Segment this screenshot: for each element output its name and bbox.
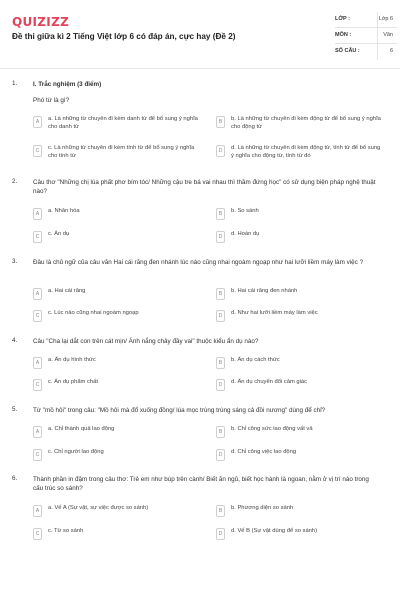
- option-b[interactable]: [216, 115, 381, 131]
- question-number: 3.: [12, 258, 18, 265]
- question-number: 6.: [12, 475, 18, 482]
- option-text: d. Là những từ chuyên đi kèm động từ, tính từ để bổ sung ý nghĩa cho động từ, tính từ đó: [231, 145, 381, 159]
- option-b[interactable]: [216, 287, 381, 300]
- option-text: c. Chỉ người lao động: [48, 449, 104, 455]
- option-letter: A: [33, 426, 42, 438]
- option-a[interactable]: [33, 287, 198, 300]
- option-letter: C: [33, 310, 42, 322]
- option-b[interactable]: [216, 425, 381, 438]
- option-text: c. Là những từ chuyên đi kèm tính từ để bổ sung ý nghĩa cho tính từ: [48, 145, 195, 159]
- option-letter: B: [216, 208, 225, 220]
- option-letter: A: [33, 505, 42, 517]
- option-letter: B: [216, 357, 225, 369]
- option-text: b. Hai cái răng đen nhánh: [231, 288, 298, 294]
- worksheet-title: Đề thi giữa kì 2 Tiếng Việt lớp 6 có đáp án, cực hay (Đề 2): [12, 32, 236, 41]
- meta-row-count: [335, 44, 397, 60]
- option-b[interactable]: [216, 356, 381, 369]
- option-d[interactable]: [216, 378, 381, 391]
- option-text: b. Chỉ công sức lao động vất vả: [231, 426, 313, 432]
- option-text: c. Ẩn dụ: [48, 231, 70, 237]
- option-letter: A: [33, 208, 42, 220]
- option-letter: D: [216, 379, 225, 391]
- option-letter: D: [216, 145, 225, 157]
- option-text: b. Ẩn dụ cách thức: [231, 357, 280, 363]
- option-d[interactable]: [216, 230, 381, 243]
- question-subtext: Phó từ là gì?: [33, 97, 70, 104]
- option-c[interactable]: [33, 527, 198, 540]
- option-letter: D: [216, 231, 225, 243]
- option-a[interactable]: [33, 504, 198, 517]
- option-letter: D: [216, 310, 225, 322]
- meta-value: Lớp 6: [378, 16, 393, 22]
- option-letter: C: [33, 449, 42, 461]
- option-text: a. Chỉ thành quả lao động: [48, 426, 115, 432]
- option-text: b. So sánh: [231, 208, 259, 214]
- option-c[interactable]: [33, 144, 198, 160]
- option-c[interactable]: [33, 230, 198, 243]
- question-text: Từ "mồ hôi" trong câu: "Mồ hôi mà đổ xuống đồng/ lúa mọc trùng trùng sáng cả đồi nương" dùng để chỉ?: [33, 407, 326, 414]
- option-c[interactable]: [33, 378, 198, 391]
- question-number: 5.: [12, 406, 18, 413]
- meta-value: 6: [389, 48, 393, 54]
- option-text: d. Ẩn dụ chuyển đổi cảm giác: [231, 379, 308, 385]
- meta-key: MÔN :: [335, 32, 352, 38]
- option-text: c. Lúc nào cũng nhai ngoàm ngoạp: [48, 310, 139, 316]
- meta-box: [335, 12, 397, 60]
- option-a[interactable]: [33, 115, 198, 131]
- header-divider: [0, 68, 400, 69]
- option-d[interactable]: [216, 527, 381, 540]
- option-b[interactable]: [216, 504, 381, 517]
- question-number: 1.: [12, 80, 18, 87]
- option-text: b. Là những từ chuyên đi kèm động từ để bổ sung ý nghĩa cho động từ: [231, 116, 381, 130]
- quizizz-logo: QUIZIZZ: [12, 15, 70, 29]
- option-text: d. Chỉ công việc lao động: [231, 449, 297, 455]
- option-text: b. Phương diện so sánh: [231, 505, 294, 511]
- option-text: d. Hoán dụ: [231, 231, 260, 237]
- option-b[interactable]: [216, 207, 381, 220]
- option-c[interactable]: [33, 448, 198, 461]
- option-d[interactable]: [216, 144, 381, 160]
- question-text: Đâu là chủ ngữ của câu văn Hai cái răng đen nhánh lúc nào cũng nhai ngoàm ngoạp như hai lưỡi liềm máy làm việc ?: [33, 259, 364, 266]
- meta-key: SỐ CÂU :: [335, 48, 360, 54]
- question-text: Thành phần in đậm trong câu thơ: Trẻ em như búp trên cành/ Biết ăn ngủ, biết học hành là ngoan, nằm ở vị trí nào trong cấu trúc so sánh?: [33, 476, 369, 492]
- option-text: d. Vế B (Sự vật dùng để so sánh): [231, 528, 318, 534]
- option-letter: B: [216, 505, 225, 517]
- option-letter: C: [33, 145, 42, 157]
- question-text: Câu thơ "Những chị lúa phất phơ bím tóc/ Những cậu tre bá vai nhau thì thầm đứng học" có sử dụng biện pháp nghệ thuật nào?: [33, 179, 376, 195]
- option-letter: D: [216, 528, 225, 540]
- option-letter: C: [33, 528, 42, 540]
- option-letter: C: [33, 231, 42, 243]
- option-c[interactable]: [33, 309, 198, 322]
- question-text: I. Trắc nghiệm (3 điểm): [33, 81, 102, 88]
- option-text: a. Hai cái răng: [48, 288, 86, 294]
- option-text: a. Vế A (Sự vật, sự việc được so sánh): [48, 505, 149, 511]
- option-a[interactable]: [33, 425, 198, 438]
- question-text: Câu "Cha lại dắt con trên cát mịn/ Ánh nắng chảy đầy vai" thuộc kiểu ẩn dụ nào?: [33, 338, 259, 345]
- meta-key: LỚP :: [335, 16, 350, 22]
- option-text: a. Là những từ chuyên đi kèm danh từ để bổ sung ý nghĩa cho danh từ: [48, 116, 198, 130]
- option-a[interactable]: [33, 356, 198, 369]
- option-letter: B: [216, 426, 225, 438]
- worksheet-header: [12, 12, 393, 66]
- option-text: c. Từ so sánh: [48, 528, 84, 534]
- meta-row-subject: [335, 28, 397, 44]
- option-d[interactable]: [216, 448, 381, 461]
- option-text: a. Ẩn dụ hình thức: [48, 357, 96, 363]
- question-number: 4.: [12, 337, 18, 344]
- meta-row-class: [335, 12, 397, 28]
- option-letter: B: [216, 116, 225, 128]
- option-d[interactable]: [216, 309, 381, 322]
- meta-value: Văn: [383, 32, 393, 38]
- option-letter: A: [33, 288, 42, 300]
- option-letter: A: [33, 357, 42, 369]
- option-letter: B: [216, 288, 225, 300]
- question-number: 2.: [12, 178, 18, 185]
- option-text: c. Ẩn dụ phẩm chất: [48, 379, 98, 385]
- option-text: d. Như hai lưỡi liềm máy làm việc: [231, 310, 318, 316]
- option-a[interactable]: [33, 207, 198, 220]
- option-text: a. Nhân hóa: [48, 208, 80, 214]
- option-letter: A: [33, 116, 42, 128]
- option-letter: C: [33, 379, 42, 391]
- option-letter: D: [216, 449, 225, 461]
